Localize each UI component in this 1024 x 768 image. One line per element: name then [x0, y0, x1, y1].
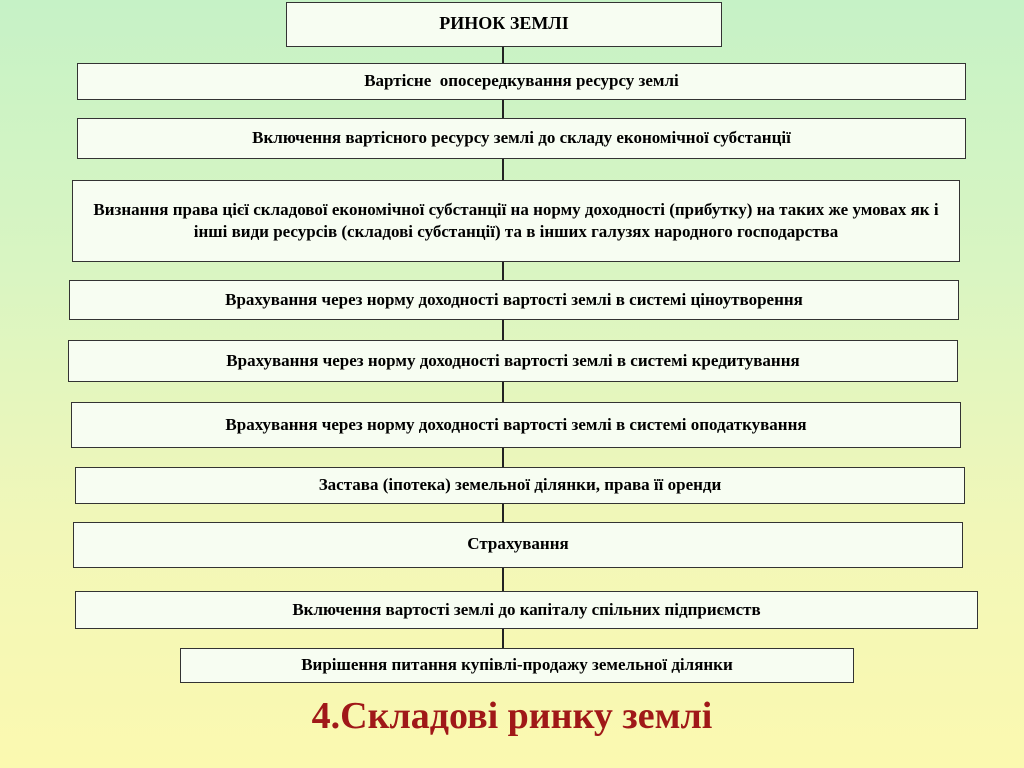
item-box-3 — [72, 180, 960, 262]
market-header-label: РИНОК ЗЕМЛІ — [439, 13, 569, 33]
item-label: Застава (іпотека) земельної ділянки, права її оренди — [318, 475, 722, 495]
item-box-6 — [71, 402, 961, 448]
item-box-1 — [77, 63, 966, 100]
item-label: Визнання права цієї складової економічної субстанції на норму доходності (прибутку) на таких же умовах як і інші види ресурсів (складові субстанції) та в інших галузях народного господарства — [93, 199, 939, 241]
item-label: Включення вартості землі до капіталу спільних підприємств — [292, 599, 761, 619]
item-box-10 — [180, 648, 854, 683]
item-label: Страхування — [467, 534, 569, 553]
item-box-7 — [75, 467, 965, 504]
item-label: Включення вартісного ресурсу землі до складу економічної субстанції — [252, 128, 791, 148]
item-box-2 — [77, 118, 966, 159]
item-box-9 — [75, 591, 978, 629]
item-label: Вартісне опосередкування ресурсу землі — [364, 71, 679, 91]
item-box-8 — [73, 522, 963, 568]
market-header-box — [286, 2, 722, 47]
item-label: Врахування через норму доходності вартості землі в системі ціноутворення — [225, 289, 803, 309]
item-label: Вирішення питання купівлі-продажу земельної ділянки — [301, 655, 733, 675]
item-box-5 — [68, 340, 958, 382]
slide-title: 4.Складові ринку землі — [311, 695, 713, 737]
item-label: Врахування через норму доходності вартості землі в системі кредитування — [226, 350, 800, 370]
item-box-4 — [69, 280, 959, 320]
item-label: Врахування через норму доходності вартості землі в системі оподаткування — [225, 414, 807, 434]
